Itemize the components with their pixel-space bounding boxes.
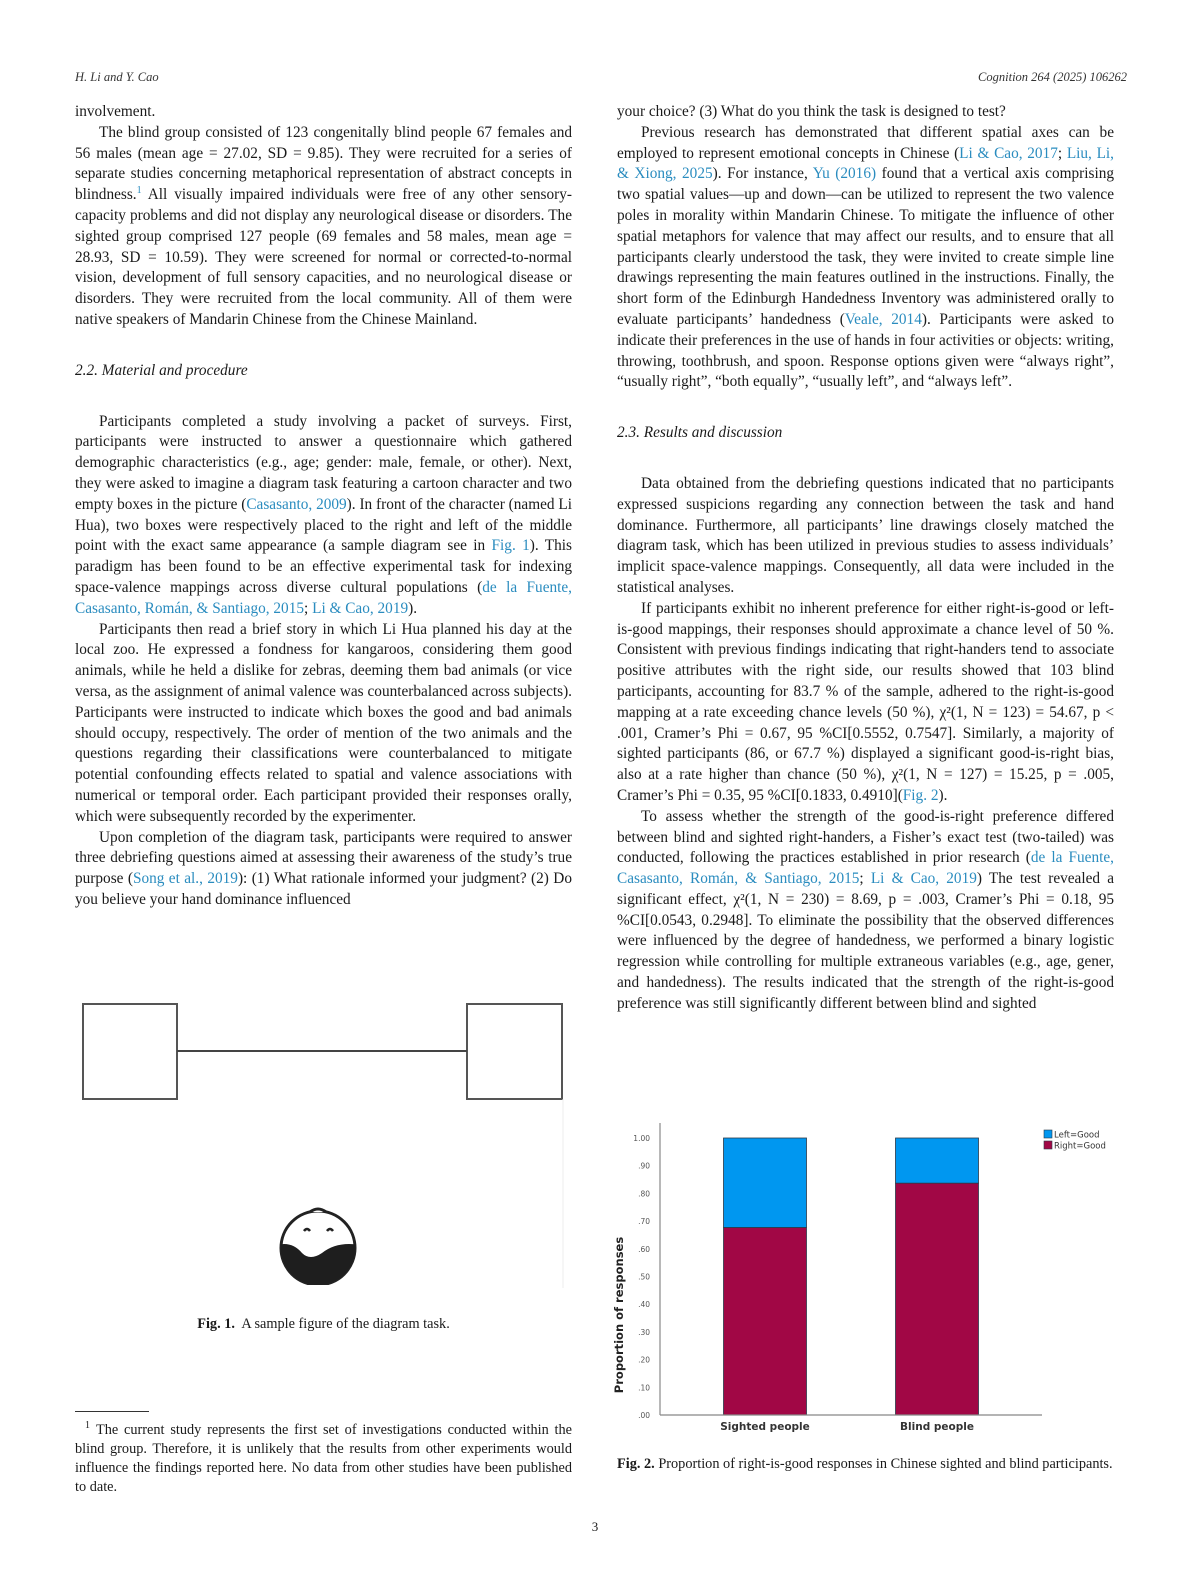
y-tick-label: .70: [638, 1217, 650, 1227]
figure-1-diagram: [82, 1003, 572, 1303]
legend-label: Left=Good: [1054, 1130, 1100, 1141]
running-head-journal: Cognition 264 (2025) 106262: [978, 70, 1127, 84]
paragraph-procedure-2: Participants then read a brief story in which Li Hua planned his day at the local zoo. He expressed a fondness for kangaroos, considering them good animals, while he held a dislike for zebras, deeming them bad animals (or vice versa, as the assignment of animal valence was counterbalanced across subjects). Participants were instructed to indicate which boxes the good and bad animals should occupy, respectively. The order of mention of the two animals and the questions regarding their classifications were counterbalanced to mitigate potential confounding effects related to spatial and valence associations with numerical or temporal order. Each participant provided their responses orally, which were subsequently recorded by the experimenter.: [75, 620, 572, 825]
figure-1-label: Fig. 1.: [197, 1316, 235, 1332]
bar-segment-right-good: [724, 1227, 807, 1415]
y-tick-label: .00: [638, 1411, 650, 1420]
legend-label: Right=Good: [1054, 1141, 1106, 1152]
citation-link[interactable]: de la Fuente, Casasanto, Román, & Santiago, 2015: [75, 578, 573, 617]
y-axis-label: Proportion of responses: [612, 1236, 626, 1394]
footnote-divider: [75, 1411, 149, 1412]
y-tick-label: .50: [638, 1272, 650, 1282]
page-number: 3: [591, 1519, 599, 1534]
figure-2-chart: [600, 1100, 1130, 1440]
legend: [1044, 1130, 1106, 1152]
bar-segment-left-good: [896, 1138, 979, 1183]
paragraph-involvement: involvement.: [75, 103, 156, 120]
y-tick-label: .40: [638, 1300, 650, 1310]
footnote-1: $^1$ The current study represents the first set of investigations conducted within the blind group. Therefore, it is unlikely that the results from other experiments would influence the findings reported here. No data from other studies have been published to date.: [75, 1420, 572, 1495]
citation-link[interactable]: Li & Cao, 2019: [870, 870, 977, 888]
legend-swatch: [1044, 1130, 1052, 1138]
x-tick-label: Sighted people: [720, 1421, 810, 1433]
citation-link[interactable]: Casasanto, 2009: [246, 495, 347, 513]
citation-link[interactable]: Song et al., 2019: [132, 870, 238, 888]
citation-link[interactable]: Li & Cao, 2017: [959, 144, 1058, 162]
left-box: [83, 1004, 177, 1099]
right-column: [617, 102, 1114, 1015]
paragraph-procedure-1: Participants completed a study involving a packet of surveys. First, participants were instructed to answer a questionnaire which gathered demographic characteristics (e.g., age; gender: male, female, or other). Next, they were asked to imagine a diagram task featuring a cartoon character and two empty boxes in the picture (Casasanto, 2009). In front of the character (named Li Hua), two boxes were respectively placed to the right and left of the middle point with the exact same appearance (a sample diagram see in Fig. 1). This paradigm has been found to be an effective experimental task for indexing space-valence mappings across diverse cultural populations (de la Fuente, Casasanto, Román, & Santiago, 2015; Li & Cao, 2019).: [75, 412, 573, 617]
running-head-authors: H. Li and Y. Cao: [75, 70, 159, 84]
citation-link[interactable]: de la Fuente, Casasanto, Román, & Santiago, 2015: [617, 849, 1114, 888]
paragraph-procedure-3: Upon completion of the diagram task, participants were required to answer three debriefing questions aimed at assessing their awareness of the study’s true purpose (Song et al., 2019): (1) What rationale informed your judgment? (2) Do you believe your hand dominance influenced: [75, 828, 572, 908]
bars: [724, 1138, 979, 1415]
paragraph-previous-research: Previous research has demonstrated that different spatial axes can be employed to represent emotional concepts in Chinese (Li & Cao, 2017; Liu, Li, & Xiong, 2025). For instance, Yu (2016) found that a vertical axis comprising two spatial values—up and down—can be utilized to represent the two valence poles in morality within Mandarin Chinese. To mitigate the influence of other spatial metaphors for valence that may affect our results, and to ensure that all participants clearly understood the task, they were invited to create simple line drawings representing the main features outlined in the instructions. Finally, the short form of the Edinburgh Handedness Inventory was administered orally to evaluate participants’ handedness (Veale, 2014). Participants were asked to indicate their preferences in the use of hands in four activities or objects: writing, throwing, toothbrush, and spoon. Response options given were “always right”, “usually right”, “both equally”, “usually left”, and “always left”.: [617, 123, 1115, 391]
y-tick-label: .90: [638, 1161, 650, 1171]
bar-segment-left-good: [724, 1138, 807, 1227]
figure-link[interactable]: Fig. 2: [902, 786, 939, 804]
footnote-ref-1[interactable]: 1: [136, 185, 142, 197]
paragraph-results-3: To assess whether the strength of the good-is-right preference differed between blind and sighted right-handers, a Fisher’s exact test (two-tailed) was conducted, following the practices established in prior research (de la Fuente, Casasanto, Román, & Santiago, 2015; Li & Cao, 2019) The test revealed a significant effect, χ²(1, N = 230) = 8.69, p = .003, Cramer’s Phi = 0.18, 95 %CI[0.0543, 0.2948]. To eliminate the possibility that the observed differences were influenced by the degree of handedness, we performed a binary logistic regression while controlling for multiple extraneous variables (e.g., age, gener, and handedness). The results indicated that the strength of the right-is-good preference was still significantly different between blind and sighted: [617, 807, 1114, 1012]
section-heading-2-3: 2.3. Results and discussion: [617, 424, 783, 442]
paragraph-results-1: Data obtained from the debriefing questions indicated that no participants expressed suspicions regarding any connection between the task and hand dominance. Furthermore, all participants’ line drawings closely matched the diagram task, which has been utilized in previous studies to assess individuals’ implicit space-valence mappings. Consequently, all data were included in the statistical analyses.: [617, 474, 1114, 596]
bar-segment-right-good: [896, 1183, 979, 1415]
left-column: [75, 102, 572, 911]
paragraph-participants: The blind group consisted of 123 congenitally blind people 67 females and 56 males (mean age = 27.02, SD = 9.85). They were recruited for a series of separate studies concerning metaphorical representation of abstract concepts in blindness.$^1$ All visually impaired individuals were free of any other sensory-capacity problems and did not display any neurological disease or disorders. The sighted group comprised 127 people (69 females and 58 males, mean age = 28.93, SD = 10.59). They were screened for normal or corrected-to-normal vision, development of full sensory capacities, and no neurological disease or disorders. They were recruited from the local community. All of them were native speakers of Mandarin Chinese from the Chinese Mainland.: [75, 123, 572, 328]
x-tick-label: Blind people: [900, 1421, 974, 1433]
figure-2-caption: Fig. 2. Proportion of right-is-good responses in Chinese sighted and blind participants.: [617, 1456, 1113, 1472]
y-tick-label: .20: [638, 1355, 650, 1365]
section-heading-2-2: 2.2. Material and procedure: [75, 361, 248, 379]
paragraph-results-2: If participants exhibit no inherent preference for either right-is-good or left-is-good mappings, their responses should approximate a chance level of 50 %. Consistent with previous findings indicating that right-handers tend to associate positive attributes with the right side, our results showed that 103 blind participants, accounting for 83.7 % of the sample, adhered to the right-is-good mapping at a rate exceeding chance levels (50 %), χ²(1, N = 123) = 54.67, p < .001, Cramer’s Phi = 0.67, 95 %CI[0.5552, 0.7547]. Similarly, a majority of sighted participants (86, or 67.7 %) displayed a significant good-is-right bias, also at a rate higher than chance (50 %), χ²(1, N = 127) = 15.25, p = .005, Cramer’s Phi = 0.35, 95 %CI[0.1833, 0.4910](Fig. 2).: [617, 599, 1114, 804]
paragraph-debrief-end: your choice? (3) What do you think the task is designed to test?: [617, 103, 1006, 120]
y-tick-label: .30: [638, 1327, 650, 1337]
figure-1-caption: Fig. 1. A sample figure of the diagram task.: [197, 1316, 450, 1332]
y-axis: [633, 1123, 660, 1420]
citation-link[interactable]: Yu (2016): [812, 165, 877, 183]
y-tick-label: .10: [638, 1383, 650, 1393]
figure-2-label: Fig. 2.: [617, 1456, 655, 1472]
citation-link[interactable]: Li & Cao, 2019: [312, 599, 409, 617]
y-tick-label: .80: [638, 1189, 650, 1199]
figure-link[interactable]: Fig. 1: [491, 537, 530, 555]
citation-link[interactable]: Liu, Li, & Xiong, 2025: [617, 144, 1115, 183]
y-tick-label: 1.00: [633, 1134, 650, 1143]
cartoon-character-icon: [277, 1209, 362, 1303]
y-tick-label: .60: [638, 1244, 650, 1254]
citation-link[interactable]: Veale, 2014: [844, 310, 922, 328]
legend-swatch: [1044, 1141, 1052, 1149]
right-box: [467, 1004, 562, 1099]
x-axis: [660, 1415, 1042, 1433]
